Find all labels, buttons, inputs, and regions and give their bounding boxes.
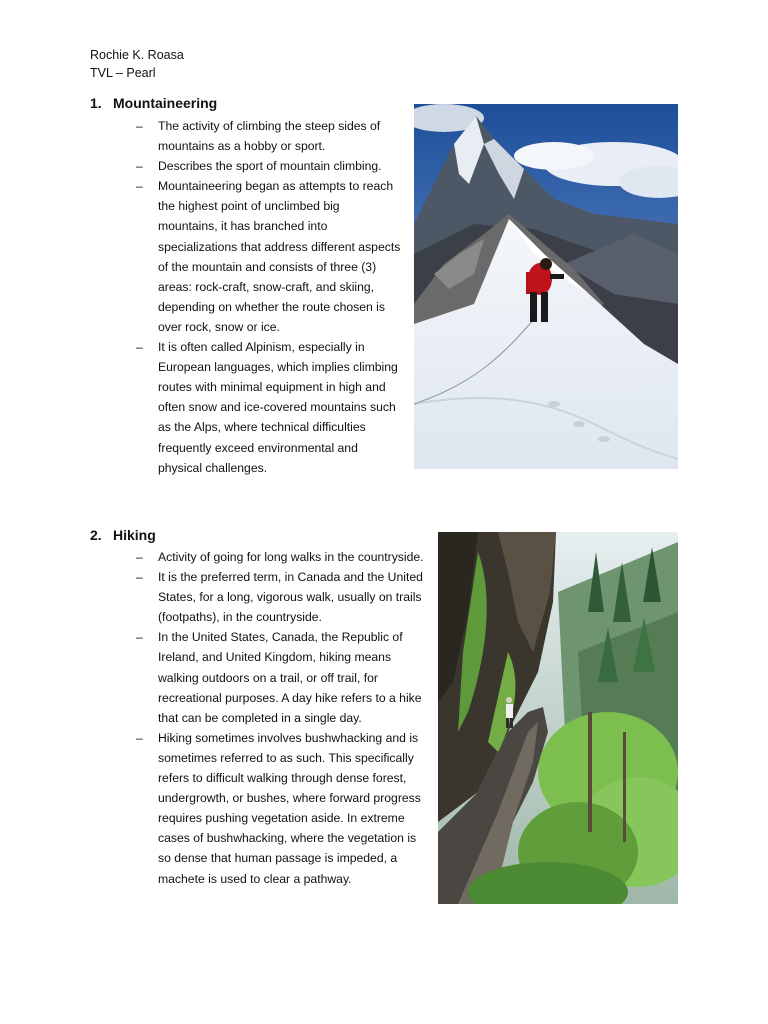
bullet-text: Describes the sport of mountain climbing.	[158, 159, 382, 174]
author-name: Rochie K. Roasa	[90, 48, 184, 62]
list-item	[136, 567, 428, 627]
section-title-hiking	[90, 527, 156, 543]
section-number: 2.	[90, 527, 102, 543]
hiking-bullet-list	[136, 547, 428, 889]
section-heading: Mountaineering	[113, 95, 218, 111]
dash-marker: –	[136, 159, 143, 174]
list-item	[136, 176, 401, 337]
bullet-text: In the United States, Canada, the Republic of Ireland, and United Kingdom, hiking means walking outdoors on a trail, or off trail, for recreational purposes. A day hike refers to a hike that can be completed in a single day.	[158, 630, 422, 725]
bullet-text: It is the preferred term, in Canada and the United States, for a long, vigorous walk, usually on trails (footpaths), in the countryside.	[158, 570, 423, 625]
dash-marker: –	[136, 550, 143, 564]
section-number: 1.	[90, 95, 102, 111]
list-item	[136, 547, 428, 567]
list-item	[136, 728, 428, 889]
mountaineering-photo	[414, 104, 678, 469]
class-name: TVL – Pearl	[90, 66, 156, 80]
list-item	[136, 156, 401, 176]
document-header	[90, 46, 184, 82]
dash-marker: –	[136, 630, 143, 645]
bullet-text: Mountaineering began as attempts to reach the highest point of unclimbed big mountains, it has branched into specializations that address different aspects of the mountain and consists of three (3) areas: rock-craft, snow-craft, and skiing, depending on whether the route chosen is over rock, snow or ice.	[158, 179, 401, 334]
bullet-text: The activity of climbing the steep sides of mountains as a hobby or sport.	[158, 119, 381, 154]
list-item	[136, 627, 428, 727]
bullet-text: Activity of going for long walks in the countryside.	[158, 550, 424, 564]
forest-trail-illustration	[438, 532, 678, 904]
dash-marker: –	[136, 730, 143, 745]
dash-marker: –	[136, 179, 143, 194]
mountaineering-bullet-list	[136, 116, 401, 478]
list-item	[136, 116, 401, 156]
hiking-photo	[438, 532, 678, 904]
dash-marker: –	[136, 340, 143, 355]
dash-marker: –	[136, 570, 143, 585]
list-item	[136, 337, 401, 478]
bullet-text: It is often called Alpinism, especially in European languages, which implies climbing routes with minimal equipment in high and often snow and ice-covered mountains such as the Alps, where technical difficulties frequently exceed environmental and physical challenges.	[158, 340, 398, 475]
bullet-text: Hiking sometimes involves bushwhacking and is sometimes referred to as such. This specifically refers to difficult walking through dense forest, undergrowth, or bushes, where forward progress requires pushing vegetation aside. In extreme cases of bushwhacking, where the vegetation is so dense that human passage is impeded, a machete is used to clear a pathway.	[158, 730, 421, 886]
dash-marker: –	[136, 119, 143, 133]
section-title-mountaineering	[90, 95, 217, 111]
section-heading: Hiking	[113, 527, 156, 543]
mountain-climber-illustration	[414, 104, 678, 469]
